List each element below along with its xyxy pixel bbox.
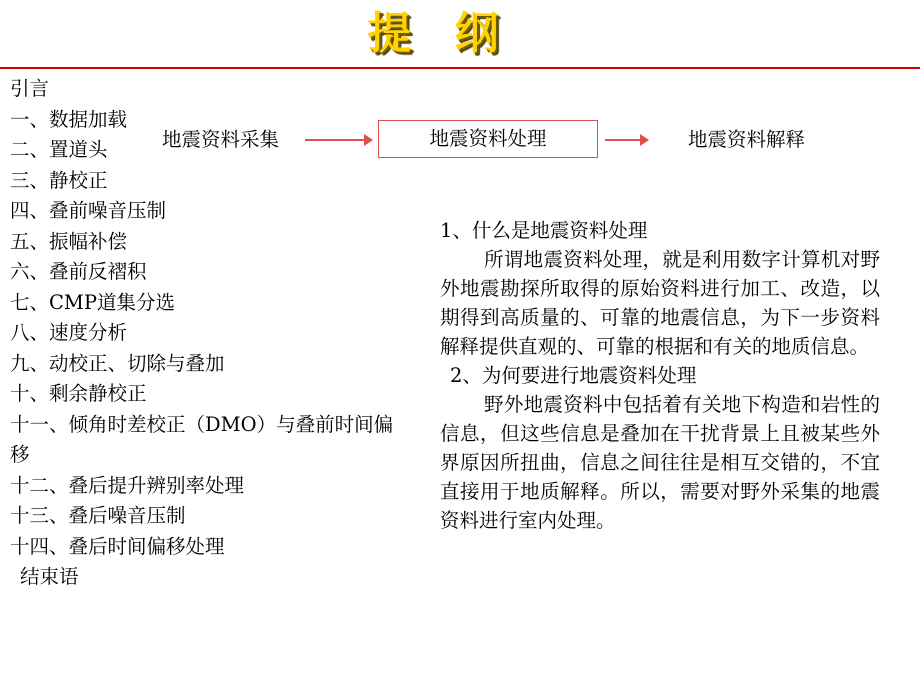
outline-item: 十、剩余静校正 <box>10 382 147 405</box>
outline-item: 十三、叠后噪音压制 <box>10 504 186 527</box>
answer-paragraph: 野外地震资料中包括着有关地下构造和岩性的信息，但这些信息是叠加在干扰背景上且被某些外界原因所扭曲，信息之间往往是相互交错的，不宜直接用于地质解释。所以，需要对野外采集的地震资料进行室内处理。 <box>440 393 880 532</box>
flow-step-processing: 地震资料处理 <box>378 120 598 158</box>
outline-item: 六、叠前反褶积 <box>10 260 147 283</box>
outline-item: 十一、倾角时差校正（DMO）与叠前时间偏移 <box>10 412 394 466</box>
answer-paragraph: 所谓地震资料处理，就是利用数字计算机对野外地震勘探所取得的原始资料进行加工、改造，以期得到高质量的、可靠的地震信息，为下一步资料解释提供直观的、可靠的根据和有关的地质信息。 <box>440 248 880 358</box>
outline-item: 结束语 <box>20 565 79 588</box>
page-title: 提 纲 <box>367 8 513 59</box>
flow-step-interpretation: 地震资料解释 <box>688 126 805 154</box>
outline-item: 二、置道头 <box>10 138 108 161</box>
flow-step-acquisition: 地震资料采集 <box>162 126 279 154</box>
outline-item: 三、静校正 <box>10 168 108 192</box>
question-heading: 1、什么是地震资料处理 <box>440 219 648 242</box>
outline-item: 十四、叠后时间偏移处理 <box>10 534 225 558</box>
flow-arrow-2 <box>605 139 647 141</box>
title-divider <box>0 67 920 69</box>
question-heading: 2、为何要进行地震资料处理 <box>450 364 697 387</box>
outline-item: 四、叠前噪音压制 <box>10 199 167 222</box>
description-block <box>440 216 880 535</box>
outline-item: 五、振幅补偿 <box>10 229 128 253</box>
outline-item: 十二、叠后提升辨别率处理 <box>10 473 245 497</box>
outline-item: 一、数据加载 <box>10 107 128 131</box>
flow-arrow-1 <box>305 139 371 141</box>
outline-item: 九、动校正、切除与叠加 <box>10 351 225 375</box>
outline-item: 引言 <box>10 77 50 100</box>
outline-item: 七、CMP道集分选 <box>10 290 176 314</box>
outline-item: 八、速度分析 <box>10 321 128 344</box>
